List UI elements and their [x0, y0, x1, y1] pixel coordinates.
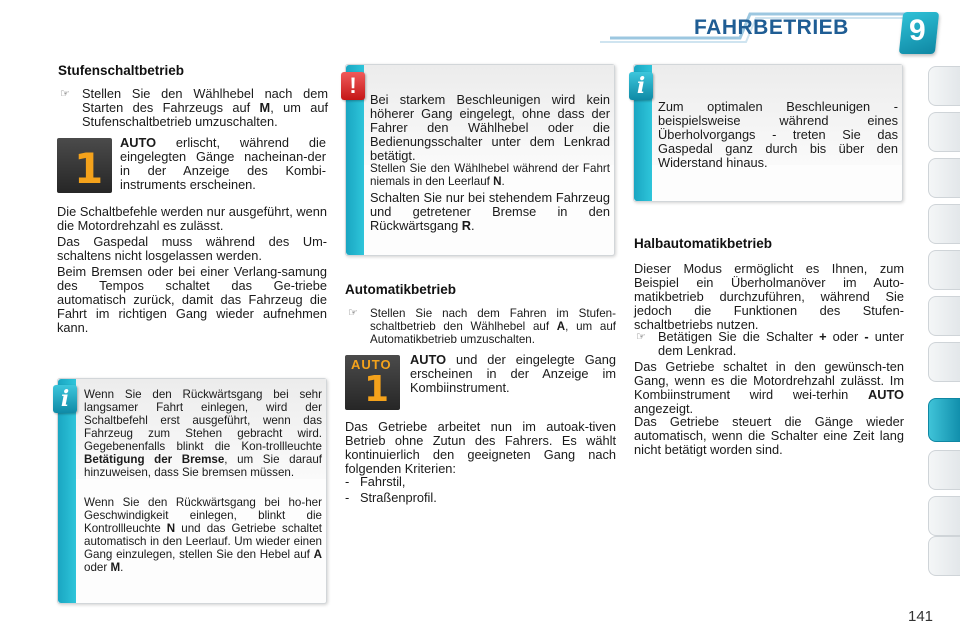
- gear-digit: 1: [74, 144, 104, 193]
- chapter-tab-strip: [928, 66, 960, 576]
- pointing-hand-icon: ☞: [60, 88, 70, 100]
- paragraph: Das Getriebe schaltet in den gewünsch-ten Gang, wenn es die Motordrehzahl zulässt. Im Kombiinstrument wird wei-terhin AUTO angezeigt.: [634, 359, 904, 416]
- section-heading-automatikbetrieb: Automatikbetrieb: [345, 282, 457, 297]
- section-heading-halbautomatikbetrieb: Halbautomatikbetrieb: [634, 236, 773, 251]
- info-text: Zum optimalen Beschleunigen - beispielsweise während eines Überholvorgangs - treten Sie das Gaspedal ganz durch bis über den Widerstand hinaus.: [658, 99, 898, 170]
- chapter-tab[interactable]: [928, 66, 960, 106]
- list-item: - Fahrstil,: [345, 474, 406, 489]
- warning-text: Stellen Sie den Wählhebel während der Fahrt niemals in den Leerlauf N.: [370, 162, 610, 188]
- chapter-tab[interactable]: [928, 342, 960, 382]
- bullet-text: Stellen Sie den Wählhebel nach dem Starten des Fahrzeugs auf M, um auf Stufenschaltbetrieb umzuschalten.: [82, 86, 328, 129]
- warning-text: Bei starkem Beschleunigen wird kein höherer Gang eingelegt, ohne dass der Fahrer den Wählhebel oder die Bedienungsschalter unter dem Lenkrad betätigt.: [370, 92, 610, 163]
- paragraph: Das Getriebe arbeitet nun im autoak-tiven Betrieb ohne Zutun des Fahrers. Es wählt kontinuierlich den geeigneten Gang nach folgenden Kriterien:: [345, 419, 616, 476]
- paragraph: Die Schaltbefehle werden nur ausgeführt, wenn die Motordrehzahl es zulässt.: [57, 204, 327, 233]
- gear-display-auto-icon: [345, 355, 400, 410]
- gear-display-icon: [57, 138, 112, 193]
- gear-digit: 1: [364, 369, 390, 410]
- section-heading-stufenschaltbetrieb: Stufenschaltbetrieb: [58, 63, 185, 78]
- chapter-tab[interactable]: [928, 250, 960, 290]
- info-icon: i: [629, 72, 653, 100]
- paragraph: Das Getriebe steuert die Gänge wieder automatisch, wenn die Schalter eine Zeit lang nicht betätigt worden sind.: [634, 414, 904, 457]
- display-auto-label: AUTO: [351, 357, 392, 372]
- pointing-hand-icon: ☞: [636, 331, 646, 343]
- info-box-acceleration: [633, 64, 903, 202]
- info-box-reverse-gear: [57, 378, 327, 604]
- paragraph: Dieser Modus ermöglicht es Ihnen, zum Beispiel ein Überholmanöver im Auto-matikbetrieb durchzuführen, während Sie jedoch die Funktionen des Stufen-schaltbetriebs nutzen.: [634, 261, 904, 332]
- paragraph: Beim Bremsen oder bei einer Verlang-samung des Tempos schaltet das Ge-triebe automatisch zurück, damit das Fahrzeug die Fahrt im richtigen Gang wieder aufnehmen kann.: [57, 264, 327, 335]
- chapter-number: 9: [909, 14, 926, 47]
- chapter-tab[interactable]: [928, 450, 960, 490]
- warning-box: [345, 64, 615, 256]
- chapter-tab[interactable]: [928, 204, 960, 244]
- list-item: - Straßenprofil.: [345, 490, 437, 505]
- chapter-tab-active[interactable]: [928, 398, 960, 442]
- warning-icon: !: [341, 72, 365, 100]
- pointing-hand-icon: ☞: [348, 307, 358, 319]
- info-text: Wenn Sie den Rückwärtsgang bei sehr langsamer Fahrt einlegen, wird der Schaltbefehl erst ausgeführt, wenn das Fahrzeug zum Stehen gebracht wird. Gegebenenfalls blinkt die Kon-trollleuchte Betätigung der Bremse, um Sie darauf hinzuweisen, dass Sie bremsen müssen.: [84, 388, 323, 479]
- chapter-title: FAHRBETRIEB: [694, 16, 849, 39]
- chapter-tab[interactable]: [928, 112, 960, 152]
- info-text: Wenn Sie den Rückwärtsgang bei ho-her Geschwindigkeit einlegen, blinkt die Kontrollleuchte N und das Getriebe schaltet automatisch in den Leerlauf. Um wieder einen Gang einzulegen, stellen Sie den Hebel auf A oder M.: [84, 496, 323, 574]
- paragraph: Das Gaspedal muss während des Um-schaltens nicht losgelassen werden.: [57, 234, 327, 263]
- chapter-tab[interactable]: [928, 496, 960, 536]
- chapter-tab[interactable]: [928, 296, 960, 336]
- chapter-tab[interactable]: [928, 158, 960, 198]
- chapter-tab[interactable]: [928, 536, 960, 576]
- bullet-text: Stellen Sie nach dem Fahren im Stufen-schaltbetrieb den Wählhebel auf A, um auf Automatikbetrieb umzuschalten.: [370, 307, 616, 346]
- warning-text: Schalten Sie nur bei stehendem Fahrzeug und getretener Bremse in den Rückwärtsgang R.: [370, 190, 610, 233]
- info-icon: i: [53, 385, 77, 413]
- auto-note: AUTO erlischt, während die eingelegten Gänge nacheinan-der in der Anzeige des Kombi-instruments erscheinen.: [120, 135, 326, 192]
- auto-note: AUTO und der eingelegte Gang erscheinen in der Anzeige im Kombiinstrument.: [410, 352, 616, 395]
- bullet-text: Betätigen Sie die Schalter + oder - unter dem Lenkrad.: [658, 329, 904, 358]
- page-number: 141: [908, 608, 934, 625]
